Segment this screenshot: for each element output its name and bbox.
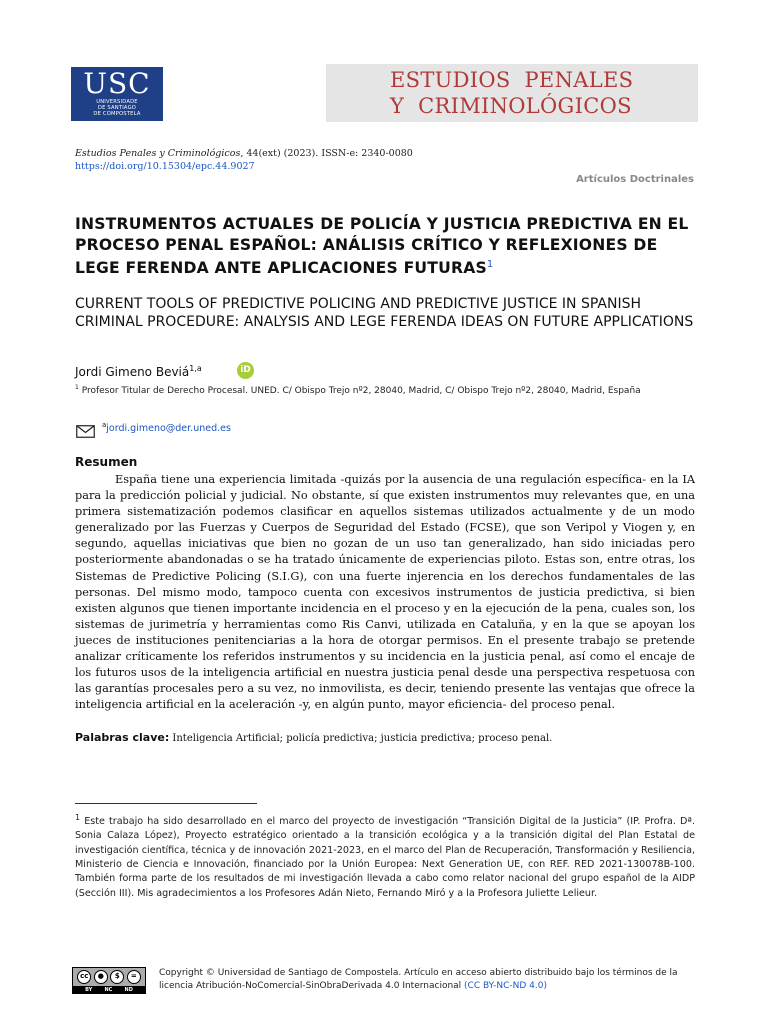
abstract-heading: Resumen xyxy=(75,455,138,469)
title-spanish xyxy=(75,214,695,279)
usc-logo-letters: USC xyxy=(83,67,151,100)
doi-link[interactable]: https://doi.org/10.15304/epc.44.9027 xyxy=(75,161,255,172)
title-english: CURRENT TOOLS OF PREDICTIVE POLICING AND PREDICTIVE JUSTICE IN SPANISH CRIMINAL PROCEDURE: ANALYSIS AND LEGE FERENDA IDEAS ON FUTURE APPLICATIONS xyxy=(75,296,694,330)
cc-nd-label: ND xyxy=(124,987,133,993)
footnote xyxy=(75,811,695,901)
cc-badge-icons xyxy=(73,968,145,986)
author-name xyxy=(75,364,202,379)
cc-license-badge[interactable] xyxy=(72,967,146,994)
orcid-icon[interactable]: iD xyxy=(237,362,254,379)
keywords-text: Inteligencia Artificial; policía predictiva; justicia predictiva; proceso penal. xyxy=(169,733,553,744)
usc-logo-santiago: DE SANTIAGO xyxy=(97,105,137,111)
affiliation-text: Profesor Titular de Derecho Procesal. UNED. C/ Obispo Trejo nº2, 28040, Madrid, C/ Obispo Trejo nº2, 28040, Madrid, España xyxy=(78,386,641,396)
author-superscript: 1,a xyxy=(189,364,202,373)
email-link[interactable]: jordi.gimeno@der.uned.es xyxy=(106,423,231,435)
keywords-label: Palabras clave: xyxy=(75,731,170,744)
journal-title-line1: ESTUDIOS PENALES xyxy=(390,68,634,92)
keywords xyxy=(75,730,695,746)
citation-journal: Estudios Penales y Criminológicos xyxy=(75,148,241,159)
email-mark: a xyxy=(102,421,107,429)
author-name-text: Jordi Gimeno Beviá xyxy=(75,365,190,379)
journal-title-line2: Y CRIMINOLÓGICOS xyxy=(390,94,632,118)
abstract-body: España tiene una experiencia limitada -quizás por la ausencia de una regulación específica- en la IA para la predicción policial y judicial. No obstante, sí que existen instrumentos muy relevantes que, en una primera sistematización podemos clasificar en aquellos sistemas utilizados actualmente y de un modo generalizado por las Fuerzas y Cuerpos de Seguridad del Estado (FCSE), que son Veripol y Viogen y, en segundo, aquellas iniciativas que bien no gozan de un uso tan generalizado, han sido iniciadas pero posteriormente abandonadas o se ha tratado únicamente de experiencias piloto. Estas son, entre otras, los Sistemas de Predictive Policing (S.I.G), con una fuerte injerencia en los derechos fundamentales de las personas. Del mismo modo, tampoco cuenta con excesivos instrumentos de justicia predictiva, si bien existen algunos que tienen importante incidencia en el proceso y en la ejecución de la pena, cuales son, los sistemas de jurimetría y herramientas como Ris Canvi, utilizada en Cataluña, y en la que se apoyan los jueces de instituciones penitenciarias a la hora de otorgar permisos. En el presente trabajo se pretende analizar críticamente los referidos instrumentos y su incidencia en la justicia penal, así como el encaje de los futuros usos de la inteligencia artificial en nuestra justicia penal desde una perspectiva respetuosa con las garantías procesales pero a su vez, no inmovilista, es decir, teniendo presente las ventajas que ofrece la inteligencia artificial en la aceleración -y, en algún punto, mayor eficiencia- del proceso penal. xyxy=(75,473,695,712)
license-text xyxy=(159,967,699,993)
section-label: Artículos Doctrinales xyxy=(576,174,694,185)
by-person-icon: ● xyxy=(94,970,108,984)
footnote-text: Este trabajo ha sido desarrollado en el marco del proyecto de investigación “Transición Digital de la Justicia” (IP. Profra. Dª. Sonia Calaza López), Proyecto estratégico orientado a la transición ecológica y a la transición digital del Plan Estatal de investigación científica, técnica y de innovación 2021-2023, en el marco del Plan de Recuperación, Transformación y Resiliencia, Ministerio de Ciencia e Innovación, financiado por la Unión Europea: Next Generation UE, con REF. RED 2021-130078B-100. También forma parte de los resultados de mi investigación llevada a cabo como relator nacional del grupo español de la AIDP (Sección III). Mis agradecimientos a los Profesores Adán Nieto, Fernando Miró y a la Profesora Juliette Lelieur. xyxy=(75,816,695,899)
citation-details: , 44(ext) (2023). ISSN-e: 2340-0080 xyxy=(240,148,413,159)
title-spanish-text: INSTRUMENTOS ACTUALES DE POLICÍA Y JUSTICIA PREDICTIVA EN EL PROCESO PENAL ESPAÑOL: ANÁLISIS CRÍTICO Y REFLEXIONES DE LEGE FERENDA ANTE APLICACIONES FUTURAS xyxy=(75,215,689,278)
cc-badge-labels xyxy=(73,986,145,994)
license-link[interactable]: (CC BY-NC-ND 4.0) xyxy=(464,981,547,991)
footnote-mark: 1 xyxy=(75,813,81,822)
footnote-divider xyxy=(75,803,257,804)
affiliation-mark: 1 xyxy=(75,384,79,391)
cc-nc-label: NC xyxy=(104,987,113,993)
cc-by-label: BY xyxy=(85,987,93,993)
nc-dollar-icon: $ xyxy=(110,970,124,984)
author-email xyxy=(102,421,231,434)
cc-icon: cc xyxy=(77,970,91,984)
envelope-icon xyxy=(76,425,95,438)
author-affiliation xyxy=(75,381,695,398)
usc-logo-university: UNIVERSIDADE xyxy=(96,99,138,105)
usc-logo xyxy=(71,67,163,121)
license-body: Copyright © Universidad de Santiago de Compostela. Artículo en acceso abierto distribuido bajo los términos de la licencia Atribución-NoComercial-SinObraDerivada 4.0 Internacional xyxy=(159,968,678,991)
nd-equals-icon: = xyxy=(127,970,141,984)
citation xyxy=(75,147,413,160)
title-footnote-mark[interactable]: 1 xyxy=(486,259,494,270)
journal-banner xyxy=(326,64,698,122)
usc-logo-compostela: DE COMPOSTELA xyxy=(93,111,141,117)
